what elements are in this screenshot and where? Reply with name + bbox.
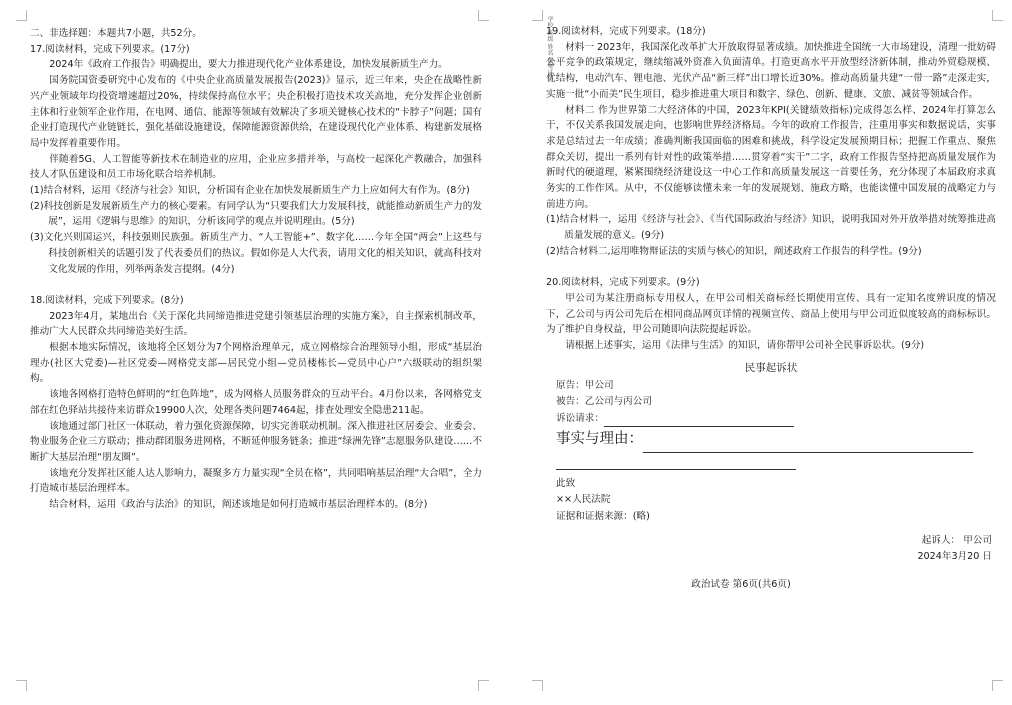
claim-line <box>546 411 996 428</box>
court-line: ××人民法院 <box>556 494 611 506</box>
q17-paragraph: 国务院国资委研究中心发布的《中央企业高质量发展报告(2023)》显示，近三年来，央企在战略性新兴产业领域年均投资增速超过20%，持续保持高位水平；央企积极打造技术攻关高地，充分发挥企业创新主体和行业领军企业作用，在电网、通信、能源等领域有效解决了多项关键核心技术的“卡脖子”问题；国有企业打造现代产业链链长，强化基础设施建设，保障能源资源供给，在建设现代化产业体系、构建新发展格局中发挥着重要作用。 <box>30 75 482 149</box>
section-heading: 二、非选择题：本题共7小题，共52分。 <box>30 28 202 39</box>
right-page <box>506 0 1012 705</box>
facts-label: 事实与理由： <box>556 431 643 448</box>
q20-question: 请根据上述事实，运用《法律与生活》的知识，请你帮甲公司补全民事诉讼状。(9分) <box>565 340 925 352</box>
spacer <box>30 277 482 293</box>
crop-mark <box>992 680 1003 691</box>
margin-student-info: 学校 班级 姓名 准考证号 <box>546 16 553 82</box>
date-line: 2024年3月20 日 <box>917 551 992 563</box>
q19-material-2: 材料二 作为世界第二大经济体的中国，2023年KPI(关键绩效指标)完成得怎么样、2024年打算怎么干，不仅关系我国发展走向，也影响世界经济格局。今年的政府工作报告，注重用事实和数据说话，实事求是总结过去一年成绩；准确判断我国面临的困难和挑战，科学设定发展预期目标；把握工作重点、聚焦群众关切，提出一系列有针对性的政策举措……贯穿着“实干”二字，政府工作报告坚持把高质量发展作为新时代的硬道理，紧紧围绕经济建设这一中心工作和高质量发展这一首要任务，充分体现了本届政府求真务实的工作作风。从中，不仅能够读懂未来一年的发展规划、施政方略，也能读懂中国发展的战略定力与前进方向。 <box>546 104 996 210</box>
signer-line: 起诉人： 甲公司 <box>921 535 992 547</box>
crop-mark <box>532 680 543 691</box>
q19-heading: 19.阅读材料，完成下列要求。(18分) <box>546 26 706 37</box>
crop-mark <box>16 680 27 691</box>
q17-sub-question-1: (1)结合材料，运用《经济与社会》知识，分析国有企业在加快发展新质生产力上应如何大有作为。(8分) <box>30 185 470 197</box>
crop-mark <box>478 10 489 21</box>
q18-paragraph: 该地各网格打造特色鲜明的“红色阵地”，成为网格人员服务群众的互动平台。4月份以来，各网格党支部在红色驿站共接待来访群众19900人次，处理各类问题7464起，排查处理安全隐患211起。 <box>30 389 482 416</box>
q19-material-1: 材料一 2023年，我国深化改革扩大开放取得显著成绩。加快推进全国统一大市场建设，清理一批妨碍公平竞争的政策规定，继续缩减外资准入负面清单。打造更高水平开放型经济新体制，推动外贸稳规模、优结构，电动汽车、锂电池、光伏产品“新三样”出口增长近30%。推动高质量共建“一带一路”走深走实，实施一批“小而美”民生项目，稳步推进重大项目和数字、绿色、创新、健康、文旅、减贫等领域合作。 <box>546 41 996 100</box>
spacer <box>546 260 996 276</box>
q17-paragraph: 2024年《政府工作报告》明确提出，要大力推进现代化产业体系建设，加快发展新质生产力。 <box>49 59 448 71</box>
q18-paragraph: 该地充分发挥社区能人达人影响力，凝聚多方力量实现“全员在格”，共同唱响基层治理“大合唱”，全力打造城市基层治理样本。 <box>30 467 482 495</box>
page-footer: 政治试卷 第6页(共6页) <box>691 579 791 591</box>
crop-mark <box>16 10 27 21</box>
q17-heading: 17.阅读材料，完成下列要求。(17分) <box>30 43 190 55</box>
q19-sub-question-1: (1)结合材料一，运用《经济与社会》、《当代国际政治与经济》知识，说明我国对外开放举措对统筹推进高质量发展的意义。(9分) <box>546 214 996 242</box>
q18-paragraph: 该地通过部门社区一体联动，着力强化资源保障，切实完善联动机制。深入推进社区居委会、业委会、物业服务企业三方联动；推动群团服务进网格，不断延伸服务链条；推进“绿洲先锋”志愿服务队建设……不断扩大基层治理“朋友圈”。 <box>30 420 482 463</box>
complaint-title: 民事起诉状 <box>744 361 798 374</box>
facts-answer-blank-2[interactable] <box>556 457 796 470</box>
spacer <box>546 525 996 533</box>
salutation: 此致 <box>556 477 576 489</box>
claim-answer-blank[interactable] <box>604 414 794 427</box>
facts-answer-blank[interactable] <box>643 440 973 453</box>
q20-heading: 20.阅读材料，完成下列要求。(9分) <box>546 277 700 289</box>
q17-paragraph: 伴随着5G、人工智能等新技术在制造业的应用，企业应多措并举，与高校一起深化产教融合，加强科技人才队伍建设和员工市场化联合培养机制。 <box>30 153 482 181</box>
crop-mark <box>478 680 489 691</box>
plaintiff-line: 原告：甲公司 <box>556 379 614 391</box>
q17-sub-question-3: (3)文化兴则国运兴，科技强则民族强。新质生产力、“人工智能+”、数字化……今年全国“两会”上这些与科技创新相关的话题引发了代表委员们的热议。假如你是人大代表，请用文化的相关知识，就高科技对文化发展的作用，列举两条发言提纲。(4分) <box>30 232 482 275</box>
crop-mark <box>532 10 543 21</box>
evidence-line: 证据和证据来源：(略) <box>556 510 650 522</box>
facts-line-2 <box>546 453 996 470</box>
right-column <box>546 24 996 593</box>
left-column <box>30 26 482 513</box>
facts-line <box>546 427 996 453</box>
q19-sub-question-2: (2)结合材料二,运用唯物辩证法的实质与核心的知识，阐述政府工作报告的科学性。(9分) <box>546 245 922 257</box>
q18-paragraph: 2023年4月，某地出台《关于深化共同缔造推进党建引领基层治理的实施方案》，自主探索机制改革，推动广大人民群众共同缔造美好生活。 <box>30 310 482 338</box>
q18-heading: 18.阅读材料，完成下列要求。(8分) <box>30 294 184 306</box>
crop-mark <box>992 10 1003 21</box>
q20-paragraph: 甲公司为某注册商标专用权人，在甲公司相关商标经长期使用宣传、具有一定知名度辨识度的情况下，乙公司与丙公司先后在相同商品网页详情的视频宣传、商品上使用与甲公司近似度较高的商标标识。为了维护自身权益，甲公司随即向法院提起诉讼。 <box>546 292 996 336</box>
claim-label: 诉讼请求： <box>556 412 604 424</box>
q18-question: 结合材料，运用《政治与法治》的知识，阐述该地是如何打造城市基层治理样本的。(8分) <box>49 499 428 511</box>
q18-paragraph: 根据本地实际情况，该地将全区划分为7个网格治理单元，成立网格综合治理领导小组，形成“基层治理办(社区大党委)—社区党委—网格党支部—居民党小组—党员楼栋长—党员中心户”六级联动的组织架构。 <box>30 342 482 385</box>
defendant-line: 被告：乙公司与丙公司 <box>556 396 652 408</box>
q17-sub-question-2: (2)科技创新是发展新质生产力的核心要素。有同学认为“只要我们大力发展科技，就能推动新质生产力的发展”，运用《逻辑与思维》的知识，分析该同学的观点并说明理由。(5分) <box>30 200 482 228</box>
